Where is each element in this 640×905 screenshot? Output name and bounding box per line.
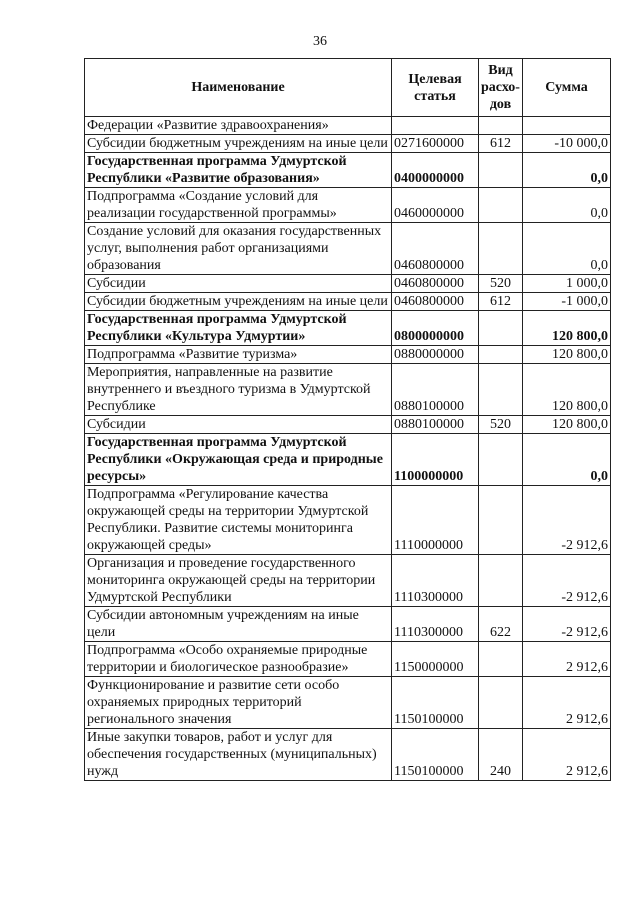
cell-code: 1110300000 [392, 607, 479, 642]
cell-kind [479, 434, 523, 486]
cell-kind [479, 188, 523, 223]
cell-sum: 0,0 [523, 434, 611, 486]
cell-name: Федерации «Развитие здравоохранения» [85, 117, 392, 135]
cell-name: Создание условий для оказания государственных услуг, выполнения работ организациями образования [85, 223, 392, 275]
cell-code: 0460000000 [392, 188, 479, 223]
cell-kind [479, 555, 523, 607]
table-row [85, 223, 611, 275]
cell-kind: 520 [479, 275, 523, 293]
header-code: Целевая статья [392, 59, 479, 117]
cell-kind: 612 [479, 135, 523, 153]
cell-name: Мероприятия, направленные на развитие внутреннего и въездного туризма в Удмуртской Республике [85, 364, 392, 416]
cell-kind: 622 [479, 607, 523, 642]
cell-name: Субсидии бюджетным учреждениям на иные цели [85, 135, 392, 153]
cell-code: 0800000000 [392, 311, 479, 346]
cell-sum [523, 117, 611, 135]
cell-sum: -2 912,6 [523, 555, 611, 607]
cell-sum: 0,0 [523, 153, 611, 188]
table-row [85, 346, 611, 364]
table-row [85, 486, 611, 555]
table-row [85, 188, 611, 223]
cell-name: Субсидии автономным учреждениям на иные цели [85, 607, 392, 642]
table-row [85, 117, 611, 135]
cell-name: Подпрограмма «Развитие туризма» [85, 346, 392, 364]
cell-code [392, 117, 479, 135]
table-row [85, 729, 611, 781]
cell-name: Подпрограмма «Создание условий для реализации государственной программы» [85, 188, 392, 223]
cell-kind [479, 486, 523, 555]
cell-name: Государственная программа Удмуртской Республики «Окружающая среда и природные ресурсы» [85, 434, 392, 486]
cell-sum: 1 000,0 [523, 275, 611, 293]
table-row [85, 153, 611, 188]
header-sum: Сумма [523, 59, 611, 117]
cell-code: 1150100000 [392, 729, 479, 781]
table-row [85, 416, 611, 434]
cell-code: 0460800000 [392, 293, 479, 311]
table-row [85, 135, 611, 153]
cell-kind [479, 153, 523, 188]
cell-name: Государственная программа Удмуртской Республики «Развитие образования» [85, 153, 392, 188]
cell-sum: 0,0 [523, 188, 611, 223]
cell-kind [479, 677, 523, 729]
cell-code: 1110300000 [392, 555, 479, 607]
cell-name: Иные закупки товаров, работ и услуг для обеспечения государственных (муниципальных) нужд [85, 729, 392, 781]
table-row [85, 275, 611, 293]
cell-sum: 0,0 [523, 223, 611, 275]
cell-code: 1100000000 [392, 434, 479, 486]
cell-sum: -1 000,0 [523, 293, 611, 311]
budget-table [84, 58, 611, 781]
table-row [85, 293, 611, 311]
table-row [85, 677, 611, 729]
cell-code: 0880000000 [392, 346, 479, 364]
cell-code: 0271600000 [392, 135, 479, 153]
cell-name: Субсидии [85, 416, 392, 434]
table-header-row [85, 59, 611, 117]
table-row [85, 434, 611, 486]
cell-code: 0400000000 [392, 153, 479, 188]
cell-kind: 612 [479, 293, 523, 311]
table-row [85, 607, 611, 642]
table-row [85, 555, 611, 607]
cell-name: Субсидии [85, 275, 392, 293]
cell-sum: 120 800,0 [523, 364, 611, 416]
table-row [85, 364, 611, 416]
cell-sum: -2 912,6 [523, 607, 611, 642]
cell-name: Организация и проведение государственного мониторинга окружающей среды на территории Удмуртской Республики [85, 555, 392, 607]
cell-name: Функционирование и развитие сети особо охраняемых природных территорий регионального значения [85, 677, 392, 729]
cell-kind: 240 [479, 729, 523, 781]
table-row [85, 642, 611, 677]
cell-code: 1110000000 [392, 486, 479, 555]
cell-kind [479, 364, 523, 416]
cell-code: 0460800000 [392, 223, 479, 275]
cell-name: Государственная программа Удмуртской Республики «Культура Удмуртии» [85, 311, 392, 346]
cell-sum: -10 000,0 [523, 135, 611, 153]
cell-name: Подпрограмма «Регулирование качества окружающей среды на территории Удмуртской Республики. Развитие системы мониторинга окружающей среды» [85, 486, 392, 555]
cell-sum: 120 800,0 [523, 346, 611, 364]
cell-code: 0460800000 [392, 275, 479, 293]
cell-sum: 2 912,6 [523, 642, 611, 677]
table-row [85, 311, 611, 346]
cell-sum: 120 800,0 [523, 311, 611, 346]
header-name: Наименование [85, 59, 392, 117]
cell-kind: 520 [479, 416, 523, 434]
header-kind: Вид расхо-дов [479, 59, 523, 117]
cell-code: 1150000000 [392, 642, 479, 677]
cell-sum: 2 912,6 [523, 729, 611, 781]
cell-code: 1150100000 [392, 677, 479, 729]
page-number: 36 [313, 34, 327, 49]
cell-name: Субсидии бюджетным учреждениям на иные цели [85, 293, 392, 311]
cell-code: 0880100000 [392, 364, 479, 416]
cell-sum: 120 800,0 [523, 416, 611, 434]
cell-sum: -2 912,6 [523, 486, 611, 555]
cell-code: 0880100000 [392, 416, 479, 434]
cell-name: Подпрограмма «Особо охраняемые природные территории и биологическое разнообразие» [85, 642, 392, 677]
cell-kind [479, 117, 523, 135]
cell-kind [479, 642, 523, 677]
cell-kind [479, 346, 523, 364]
cell-sum: 2 912,6 [523, 677, 611, 729]
cell-kind [479, 311, 523, 346]
cell-kind [479, 223, 523, 275]
